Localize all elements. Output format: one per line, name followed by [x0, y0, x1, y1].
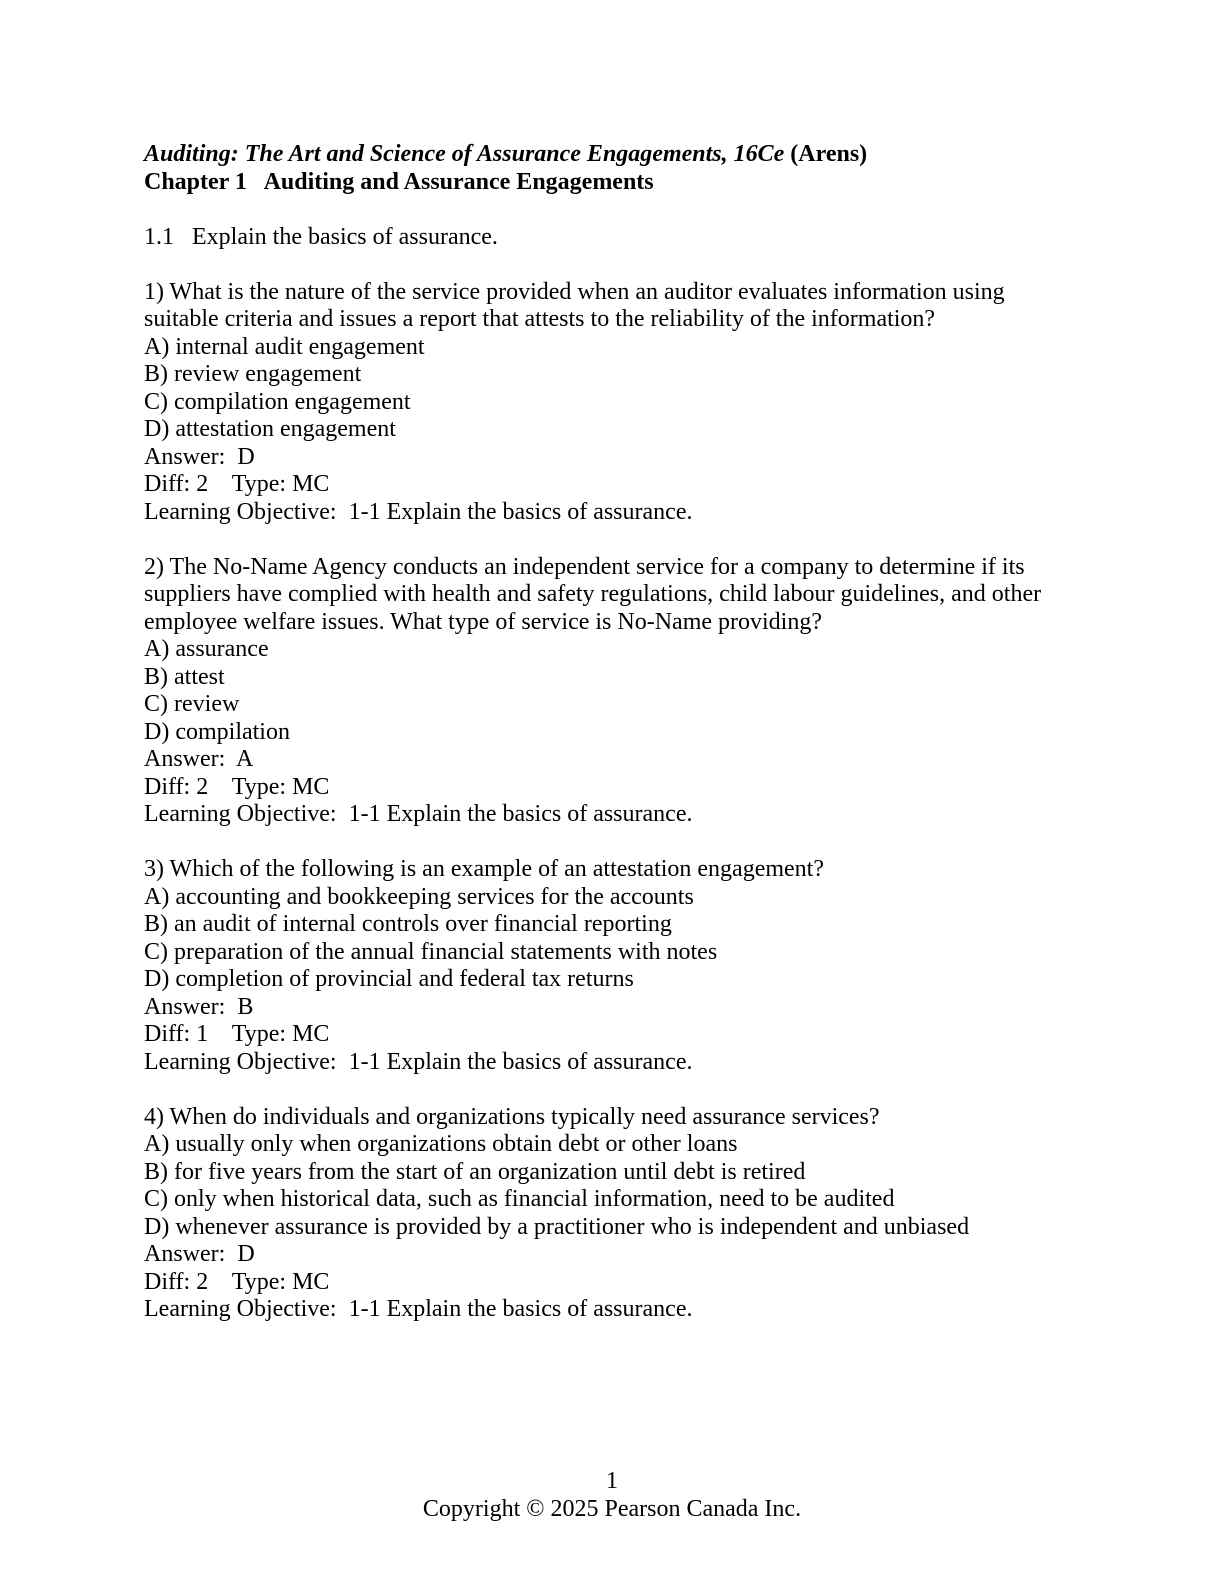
- learning-objective-line: Learning Objective: 1-1 Explain the basics of assurance.: [144, 1296, 693, 1322]
- option-d: D) compilation: [144, 718, 290, 745]
- book-title: [144, 141, 1080, 169]
- option-a: A) usually only when organizations obtain debt or other loans: [144, 1131, 738, 1157]
- option-b: B) attest: [144, 663, 225, 690]
- option-b: B) review engagement: [144, 361, 362, 387]
- answer-line: Answer: B: [144, 993, 254, 1020]
- option-c: C) compilation engagement: [144, 388, 411, 415]
- diff-type-line: Diff: 1 Type: MC: [144, 1021, 330, 1047]
- question-block-1: [144, 279, 1080, 527]
- diff-type-line: Diff: 2 Type: MC: [144, 471, 330, 497]
- learning-objective-line: Learning Objective: 1-1 Explain the basics of assurance.: [144, 1048, 693, 1075]
- option-c: C) preparation of the annual financial statements with notes: [144, 938, 718, 965]
- option-d: D) attestation engagement: [144, 416, 396, 442]
- option-c: C) review: [144, 691, 240, 717]
- learning-objective-line: Learning Objective: 1-1 Explain the basics of assurance.: [144, 801, 693, 827]
- option-a: A) internal audit engagement: [144, 333, 425, 360]
- spacer: [144, 1076, 1080, 1104]
- learning-objective-line: Learning Objective: 1-1 Explain the basics of assurance.: [144, 498, 693, 525]
- question-block-2: [144, 554, 1080, 829]
- diff-type-line: Diff: 2 Type: MC: [144, 1268, 330, 1295]
- spacer: [144, 196, 1080, 224]
- option-a: A) accounting and bookkeeping services for the accounts: [144, 883, 694, 910]
- option-d: D) completion of provincial and federal tax returns: [144, 966, 634, 992]
- spacer: [144, 526, 1080, 554]
- question-block-4: [144, 1104, 1080, 1324]
- diff-type-line: Diff: 2 Type: MC: [144, 773, 330, 800]
- question-stem: 1) What is the nature of the service provided when an auditor evaluates information using suitable criteria and issues a report that attests to the reliability of the information?: [144, 278, 1011, 332]
- option-c: C) only when historical data, such as financial information, need to be audited: [144, 1186, 895, 1212]
- question-block-3: [144, 856, 1080, 1076]
- question-stem: 4) When do individuals and organizations typically need assurance services?: [144, 1103, 880, 1130]
- copyright-notice: Copyright © 2025 Pearson Canada Inc.: [422, 1495, 802, 1522]
- book-title-main: Auditing: The Art and Science of Assurance Engagements, 16Ce: [144, 141, 785, 167]
- answer-line: Answer: D: [144, 1241, 255, 1267]
- question-stem: 2) The No-Name Agency conducts an independent service for a company to determine if its suppliers have complied with health and safety regulations, child labour guidelines, and other employee welfare issues. What type of service is No-Name providing?: [144, 553, 1048, 635]
- question-stem: 3) Which of the following is an example of an attestation engagement?: [144, 856, 825, 882]
- page-number: 1: [606, 1468, 618, 1494]
- spacer: [144, 251, 1080, 279]
- chapter-heading: Chapter 1 Auditing and Assurance Engagements: [144, 168, 654, 195]
- answer-line: Answer: D: [144, 443, 255, 470]
- option-a: A) assurance: [144, 636, 269, 662]
- option-d: D) whenever assurance is provided by a practitioner who is independent and unbiased: [144, 1213, 970, 1240]
- spacer: [144, 829, 1080, 857]
- page-footer: [0, 1468, 1224, 1523]
- book-title-suffix: (Arens): [784, 141, 868, 167]
- option-b: B) for five years from the start of an organization until debt is retired: [144, 1158, 806, 1185]
- answer-line: Answer: A: [144, 746, 254, 772]
- section-heading: 1.1 Explain the basics of assurance.: [144, 223, 498, 250]
- option-b: B) an audit of internal controls over financial reporting: [144, 911, 672, 937]
